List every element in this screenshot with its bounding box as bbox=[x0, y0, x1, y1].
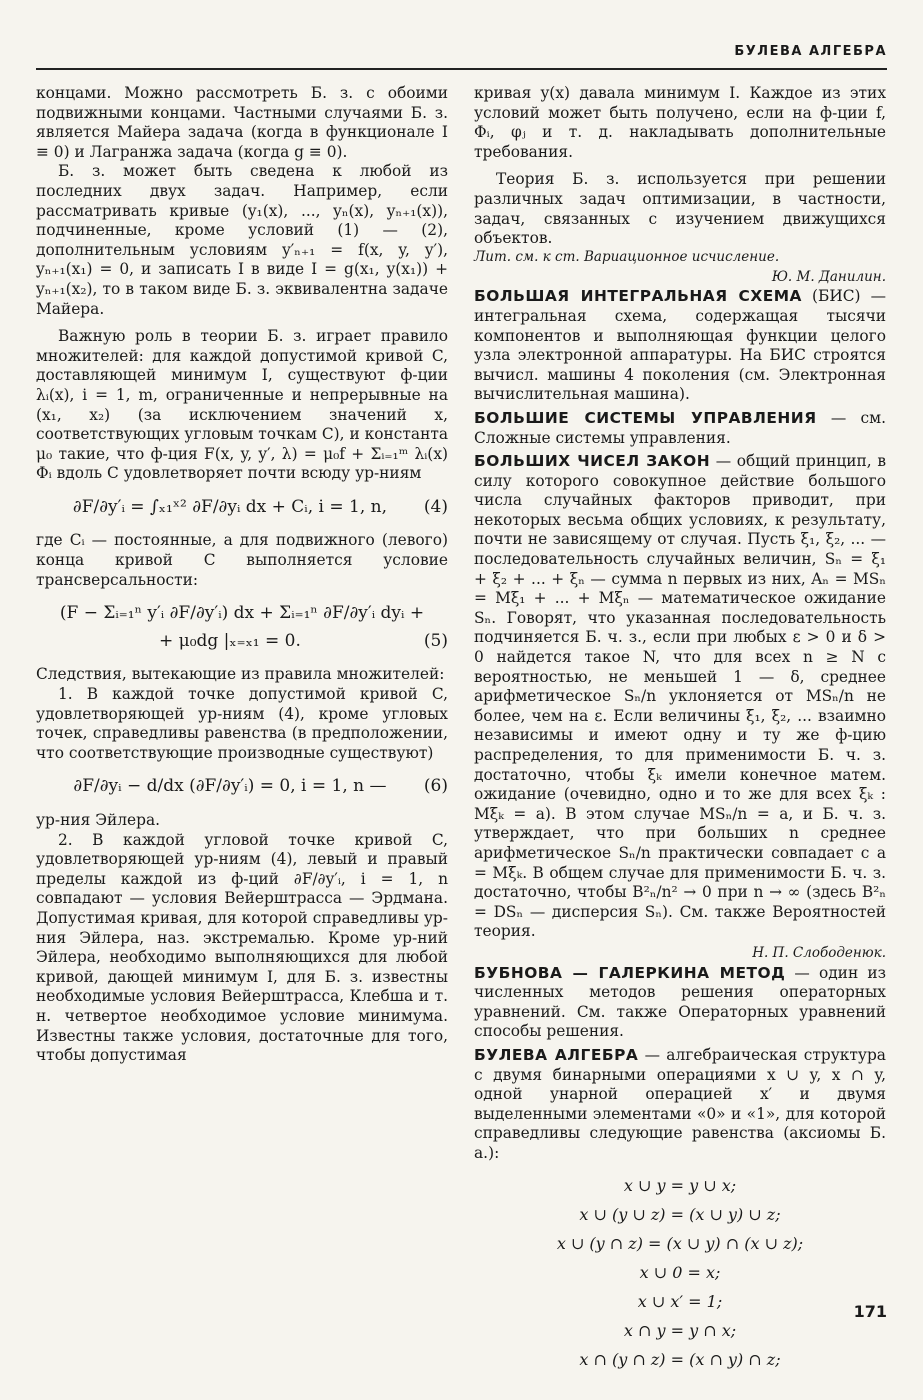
paragraph: ур-ния Эйлера. bbox=[36, 811, 161, 829]
entry-heading: БОЛЬШИХ ЧИСЕЛ ЗАКОН bbox=[474, 452, 711, 471]
equation-line: + μ₀dg |ₓ₌ₓ₁ = 0. bbox=[159, 630, 301, 651]
equation-number: (4) bbox=[423, 496, 448, 517]
paragraph: Следствия, вытекающие из правила множителей: bbox=[36, 665, 445, 684]
entry-heading: БОЛЬШАЯ ИНТЕГРАЛЬНАЯ СХЕМА bbox=[474, 287, 802, 306]
paragraph: Важную роль в теории Б. з. играет правило множителей: для каждой допустимой кривой C, доставляющей минимум I, существуют ф-ции λᵢ(x), i = 1, m, ограниченные и непрерывные на (x₁, x₂) (за исключением значений x, соответствующих угловым точкам C), и константа μ₀ такие, что ф-ция F(x, y, y′, λ) = μ₀f + Σᵢ₌₁ᵐ λᵢ(x) Φᵢ вдоль C удовлетворяет почти всюду ур-ниям bbox=[36, 327, 449, 483]
entry-big-systems bbox=[474, 409, 886, 448]
running-head: БУЛЕВА АЛГЕБРА bbox=[734, 44, 887, 59]
axiom: x ∩ y = y ∩ x; bbox=[623, 1321, 737, 1341]
paragraph: 2. В каждой угловой точке кривой C, удовлетворяющей ур-ниям (4), левый и правый пределы каждой из ф-ций ∂F/∂y′ᵢ, i = 1, n совпадают — условия Вейерштрасса — Эрдмана. Допустимая кривая, для которой справедливы ур-ния Эйлера, наз. экстремалью. Кроме ур-ний Эйлера, необходимо выполняющихся для любой кривой, дающей минимум I, для Б. з. известны необходимые условия Вейерштрасса, Клебша и т. н. четвертое необходимое условие минимума. Известны также условия, достаточные для того, чтобы допустимая bbox=[36, 830, 448, 1065]
header-rule bbox=[36, 68, 887, 70]
author-signature: Ю. М. Данилин. bbox=[771, 268, 886, 285]
entry-law-large-numbers bbox=[474, 452, 886, 942]
literature-ref: Лит. см. к ст. Вариационное исчисление. bbox=[474, 248, 780, 265]
axiom: x ∪ 0 = x; bbox=[639, 1263, 721, 1283]
paragraph: где Cᵢ — постоянные, а для подвижного (левого) конца кривой C выполняется условие трансверсальности: bbox=[36, 531, 448, 589]
entry-heading: БУБНОВА — ГАЛЕРКИНА МЕТОД bbox=[474, 963, 786, 982]
equation-body: ∂F/∂y′ᵢ = ∫ₓ₁ˣ² ∂F/∂yᵢ dx + Cᵢ, i = 1, n, bbox=[72, 496, 387, 517]
axiom: x ∪ (y ∩ z) = (x ∪ y) ∩ (x ∪ z); bbox=[556, 1234, 804, 1254]
axioms-list bbox=[474, 1171, 886, 1374]
page-header bbox=[36, 44, 887, 72]
entry-bis bbox=[474, 287, 886, 405]
paragraph: 1. В каждой точке допустимой кривой C, удовлетворяющей ур-ниям (4), кроме угловых точек, справедливы равенства (в предположении, что соответствующие производные существуют) bbox=[36, 685, 448, 762]
entry-boolean-algebra bbox=[474, 1046, 886, 1164]
entry-body: — алгебраическая структура с двумя бинарными операциями x ∪ y, x ∩ y, одной унарной операцией x′ и двумя выделенными элементами «0» и «1», для которой справедливы следующие равенства (аксиомы Б. а.): bbox=[474, 1045, 886, 1162]
paragraph: Б. з. может быть сведена к любой из последних двух задач. Например, если рассматривать кривые (y₁(x), ..., yₙ(x), yₙ₊₁(x)), подчиненные, кроме условий (1) — (2), дополнительным условиям y′ₙ₊₁ = f(x, y, y′), yₙ₊₁(x₁) = 0, и записать I в виде I = g(x₁, y(x₁)) + yₙ₊₁(x₂), то в таком виде Б. з. эквивалентна задаче Майера. bbox=[36, 162, 448, 318]
right-column bbox=[474, 84, 886, 1374]
equation-6 bbox=[36, 777, 448, 797]
paragraph: Теория Б. з. используется при решении различных задач оптимизации, в частности, задач, связанных с изучением движущихся объектов. bbox=[474, 170, 886, 248]
axiom: x ∩ (y ∩ z) = (x ∩ y) ∩ z; bbox=[579, 1350, 781, 1370]
equation-5 bbox=[36, 604, 448, 651]
left-column bbox=[36, 84, 448, 1066]
equation-4 bbox=[36, 498, 448, 518]
entry-heading: БУЛЕВА АЛГЕБРА bbox=[474, 1045, 639, 1064]
axiom: x ∪ y = y ∪ x; bbox=[623, 1176, 737, 1196]
entry-body: — один из численных методов решения операторных уравнений. См. также Операторных уравнений способы решения. bbox=[474, 963, 886, 1041]
equation-number: (5) bbox=[423, 630, 448, 651]
author-signature: Н. П. Слободенюк. bbox=[752, 944, 886, 961]
entry-body: — общий принцип, в силу которого совокупное действие большого числа случайных факторов приводит, при некоторых весьма общих условиях, к результату, почти не зависящему от случая. Пусть ξ₁, ξ₂, ... — последовательность случайных величин, Sₙ = ξ₁ + ξ₂ + ... + ξₙ — сумма n первых из них, Aₙ = MSₙ = Mξ₁ + ... + Mξₙ — математическое ожидание Sₙ. Говорят, что указанная последовательность подчиняется Б. ч. з., если при любых ε > 0 и δ > 0 найдется такое N, что для всех n ≥ N с вероятностью, не меньшей 1 — δ, среднее арифметическое Sₙ/n уклоняется от MSₙ/n не более, чем на ε. Если величины ξ₁, ξ₂, ... взаимно независимы и имеют одну и ту же ф-цию распределения, то для применимости Б. ч. з. достаточно, чтобы ξₖ имели конечное матем. ожидание (очевидно, одно и то же для всех ξₖ : Mξₖ = a). В этом случае MSₙ/n = a, и Б. ч. з. утверждает, что при больших n среднее арифметическое Sₙ/n практически совпадает с a = Mξₖ. В общем случае для применимости Б. ч. з. достаточно, чтобы B²ₙ/n² → 0 при n → ∞ (здесь B²ₙ = DSₙ — дисперсия Sₙ). См. также Вероятностей теория. bbox=[474, 452, 886, 941]
entry-body: — см. Сложные системы управления. bbox=[474, 408, 886, 447]
equation-number: (6) bbox=[423, 776, 448, 797]
axiom: x ∪ x′ = 1; bbox=[637, 1292, 723, 1312]
equation-line: (F − Σᵢ₌₁ⁿ y′ᵢ ∂F/∂y′ᵢ) dx + Σᵢ₌₁ⁿ ∂F/∂y′ᵢ dyᵢ + bbox=[59, 603, 425, 624]
entry-body: (БИС) — интегральная схема, содержащая тысячи компонентов и выполняющая функции целого узла электронной аппаратуры. На БИС строятся вычисл. машины 4 поколения (см. Электронная вычислительная машина). bbox=[474, 287, 886, 404]
equation-body: ∂F/∂yᵢ − d/dx (∂F/∂y′ᵢ) = 0, i = 1, n — bbox=[73, 776, 387, 797]
page-number: 171 bbox=[853, 1302, 887, 1321]
paragraph: концами. Можно рассмотреть Б. з. с обоими подвижными концами. Частными случаями Б. з. является Майера задача (когда в функционале I ≡ 0) и Лагранжа задача (когда g ≡ 0). bbox=[36, 84, 448, 161]
entry-bubnov-galerkin bbox=[474, 964, 886, 1042]
paragraph: кривая y(x) давала минимум I. Каждое из этих условий может быть получено, если на ф-ции f, Φᵢ, φⱼ и т. д. накладывать дополнительные требования. bbox=[474, 84, 886, 161]
axiom: x ∪ (y ∪ z) = (x ∪ y) ∪ z; bbox=[579, 1205, 781, 1225]
entry-heading: БОЛЬШИЕ СИСТЕМЫ УПРАВЛЕНИЯ bbox=[474, 408, 817, 427]
